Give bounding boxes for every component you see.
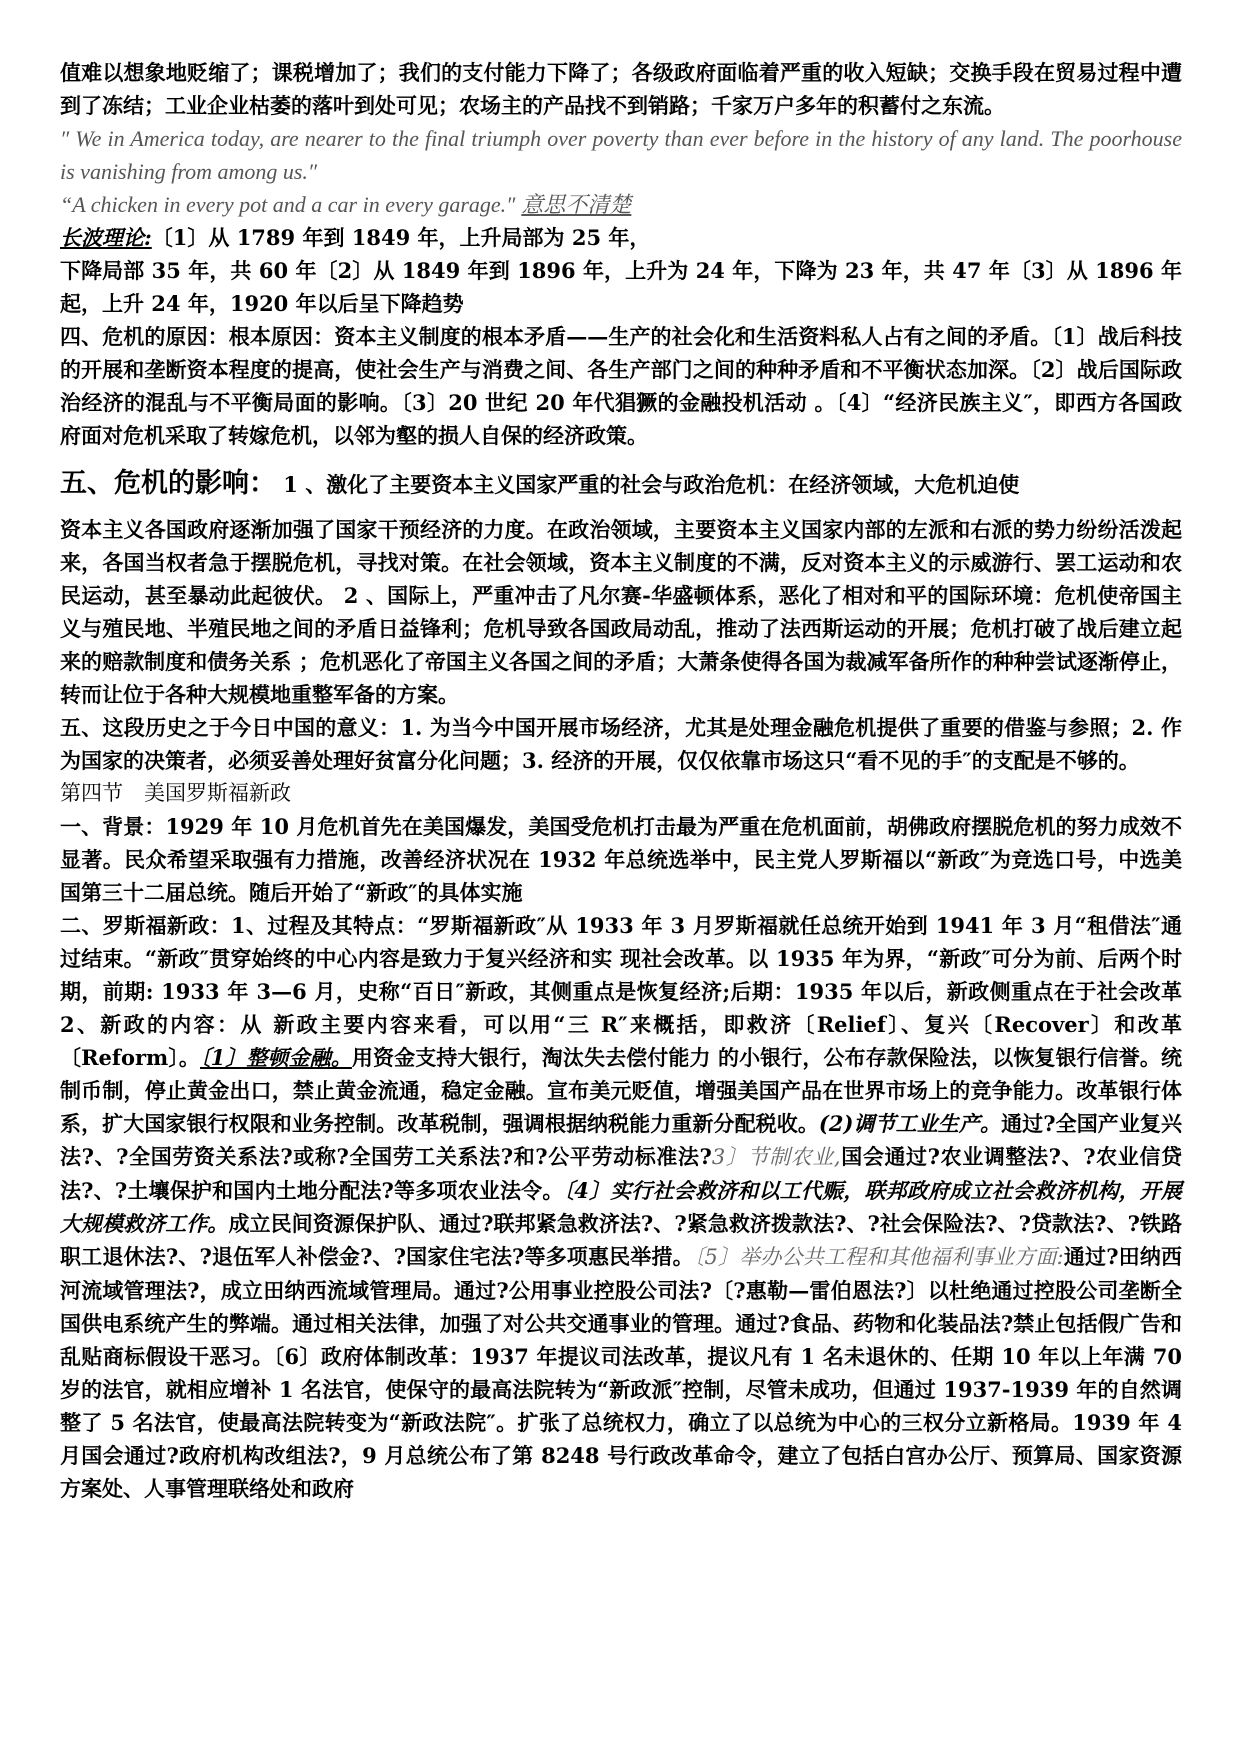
- document-page: [60, 56, 1182, 1505]
- paragraph-crisis-impact-cont: 资本主义各国政府逐渐加强了国家干预经济的力度。在政治领域，主要资本主义国家内部的左派和右派的势力纷纷活泼起来，各国当权者急于摆脱危机，寻找对策。在社会领域，资本主义制度的不满，反对资本主义的示威游行、罢工运动和农民运动，甚至暴动此起彼伏。 2 、国际上，严重冲击了凡尔赛-华盛顿体系，恶化了相对和平的国际环境：危机使帝国主义与殖民地、半殖民地之间的矛盾日益锋利；危机导致各国政局动乱，推动了法西斯运动的开展；危机打破了战后建立起来的赔款制度和债务关系 ；危机恶化了帝国主义各国之间的矛盾；大萧条使得各国为裁减军备所作的种种尝试逐渐停止，转而让位于各种大规模地重整军备的方案。: [60, 517, 1182, 707]
- quote-hoover-poverty: ″ We in America today, are nearer to the final triumph over poverty than ever before in the history of any land. The poorhouse is vanishing from among us.″: [60, 126, 1182, 184]
- quote-chicken-text: “A chicken in every pot and a car in every garage.″: [60, 192, 516, 217]
- paragraph-crisis-impact: [60, 464, 1182, 505]
- label-agriculture: 3〕节制农业,: [711, 1145, 841, 1169]
- paragraph-long-wave-cont: 下降局部 35 年，共 60 年〔2〕从 1849 年到 1896 年，上升为 24 年，下降为 23 年，共 47 年〔3〕从 1896 年起，上升 24 年，1920 年以后呈下降趋势: [60, 258, 1182, 316]
- impact-first-line: 1 、激化了主要资本主义国家严重的社会与政治危机：在经济领域，大危机迫使: [276, 472, 1020, 497]
- label-public-works: 〔5〕举办公共工程和其他福利事业方面:: [693, 1245, 1064, 1269]
- label-industry: (2)调节工业生产。: [818, 1111, 1002, 1136]
- label-finance: 〔1〕整顿金融。: [200, 1045, 352, 1070]
- text-industry: 通过?全国产业复兴法?、?全国劳资关系法?或称?全国劳工关系法?和?公平劳动标准法?: [60, 1111, 1183, 1169]
- text-relief: 成立民间资源保护队、通过?联邦紧急救济法?、?紧急救济拨款法?、?社会保险法?、?贷款法?、?铁路职工退休法?、?退伍军人补偿金?、?国家住宅法?等多项惠民举措。: [60, 1211, 1182, 1269]
- paragraph-new-deal: [60, 909, 1182, 1505]
- paragraph-background: 一、背景：1929 年 10 月危机首先在美国爆发，美国受危机打击最为严重在危机面前，胡佛政府摆脱危机的努力成效不显著。民众希望采取强有力措施，改善经济状况在 1932 年总统选举中，民主党人罗斯福以“新政″为竞选口号，中选美国第三十二届总统。随后开始了“新政″的具体实施: [60, 814, 1182, 905]
- text-public-works: 通过?田纳西河流域管理法?，成立田纳西流域管理局。通过?公用事业控股公司法?〔?惠勒—雷伯恩法?〕以杜绝通过控股公司垄断全国供电系统产生的弊端。通过相关法律，加强了对公共交通事业的管理。通过?食品、药物和化装品法?禁止包括假广告和乱贴商标假设干恶习。〔6〕政府体制改革：1937 年提议司法改革，提议凡有 1 名未退休的、任期 10 年以上年满 70 岁的法官，就相应增补 1 名法官，使保守的最高法院转为“新政派″控制，尽管未成功，但通过 1937-1939 年的自然调整了 5 名法官，使最高法院转变为“新政法院″。扩张了总统权力，确立了以总统为中心的三权分立新格局。1939 年 4 月国会通过?政府机构改组法?，9 月总统公布了第 8248 号行政改革命令，建立了包括白宫办公厅、预算局、国家资源方案处、人事管理联络处和政府: [60, 1244, 1182, 1501]
- impact-heading: 五、危机的影响：: [60, 468, 276, 499]
- label-relief: 〔4〕实行社会救济和以工代赈，联邦政府成立社会救济机构，开展大规模救济工作。: [60, 1178, 1182, 1236]
- annotation-unclear: 意思不清楚: [521, 192, 632, 217]
- quote-chicken-pot: [60, 188, 1182, 221]
- text-agriculture: 国会通过?农业调整法?、?农业信贷法?、?土壤保护和国内土地分配法?等多项农业法令。: [60, 1144, 1182, 1203]
- section-title-new-deal: 第四节 美国罗斯福新政: [60, 781, 291, 805]
- paragraph-long-wave: [60, 221, 1182, 254]
- long-wave-line1: 〔1〕从 1789 年到 1849 年，上升局部为 25 年，: [151, 225, 651, 250]
- long-wave-label: 长波理论:: [60, 225, 152, 250]
- new-deal-overview: 二、罗斯福新政：1、过程及其特点：“罗斯福新政″从 1933 年 3 月罗斯福就任总统开始到 1941 年 3 月“租借法″通过结束。“新政″贯穿始终的中心内容是致力于复兴经济和实 现社会改革。以 1935 年为界，“新政″可分为前、后两个时期，前期: 1933 年 3—6 月，史称“百日″新政，其侧重点是恢复经济;后期：1935 年以后，新政侧重点在于社会改革 2、新政的内容：从 新政主要内容来看，可以用“三 R″来概括，即救济〔Relief〕、复兴〔Recover〕和改革〔Reform〕。: [60, 913, 1182, 1070]
- paragraph-depression-effects: 值难以想象地贬缩了；课税增加了；我们的支付能力下降了；各级政府面临着严重的收入短缺；交换手段在贸易过程中遭到了冻结；工业企业枯萎的落叶到处可见；农场主的产品找不到销路；千家万户多年的积蓄付之东流。: [60, 60, 1182, 118]
- paragraph-crisis-causes: 四、危机的原因：根本原因：资本主义制度的根本矛盾——生产的社会化和生活资料私人占有之间的矛盾。〔1〕战后科技的开展和垄断资本程度的提高，使社会生产与消费之间、各生产部门之间的种种矛盾和不平衡状态加深。〔2〕战后国际政治经济的混乱与不平衡局面的影响。〔3〕20 世纪 20 年代猖獗的金融投机活动 。〔4〕“经济民族主义″，即西方各国政府面对危机采取了转嫁危机，以邻为壑的损人自保的经济政策。: [60, 324, 1182, 448]
- text-finance: 用资金支持大银行，淘汰失去偿付能力 的小银行，公布存款保险法，以恢复银行信誉。统制币制，停止黄金出口，禁止黄金流通，稳定金融。宣布美元贬值，增强美国产品在世界市场上的竞争能力。改革银行体系，扩大国家银行权限和业务控制。改革税制，强调根据纳税能力重新分配税收。: [60, 1045, 1182, 1136]
- paragraph-significance: 五、这段历史之于今日中国的意义：1. 为当今中国开展市场经济，尤其是处理金融危机提供了重要的借鉴与参照；2. 作为国家的决策者，必须妥善处理好贫富分化问题；3. 经济的开展，仅仅依靠市场这只“看不见的手″的支配是不够的。: [60, 715, 1182, 773]
